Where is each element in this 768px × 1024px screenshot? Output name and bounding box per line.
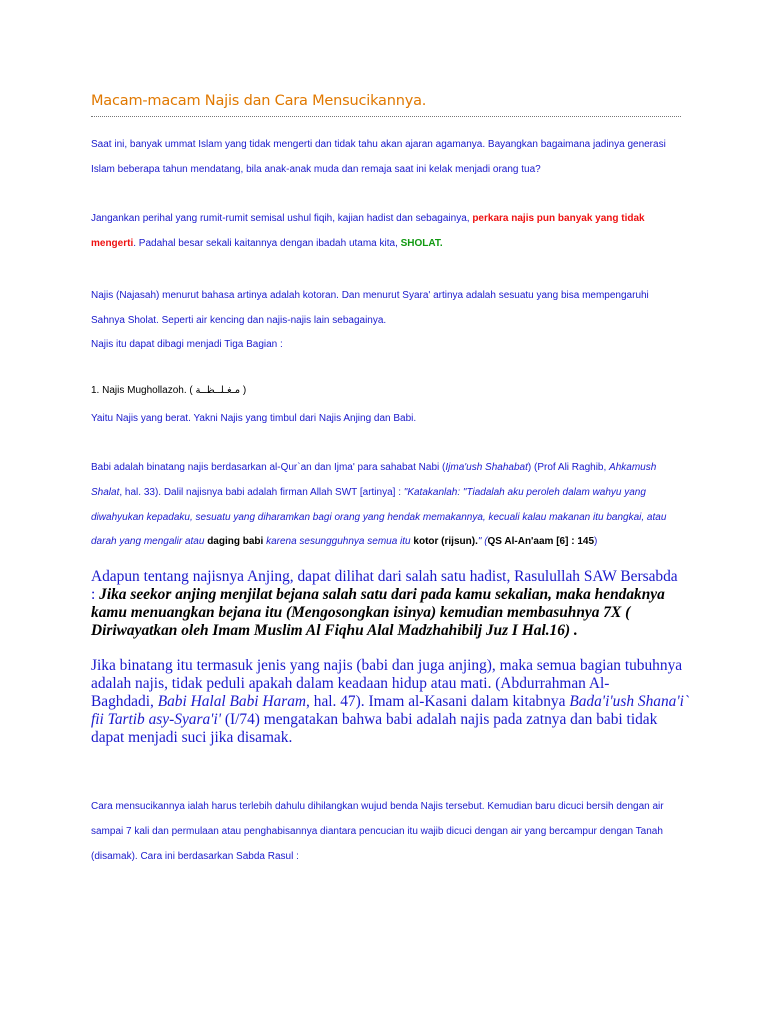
- text-span: . Padahal besar sekali kaitannya dengan ibadah utama kita,: [133, 238, 401, 249]
- text-span: ) (Prof Ali Raghib,: [527, 462, 610, 473]
- paragraph-intro-line-2: Islam beberapa tahun mendatang, bila anak-anak muda dan remaja saat ini kelak menjadi orang tua?: [91, 164, 541, 175]
- paragraph-najis-tubuh-line-1: Jika binatang itu termasuk jenis yang najis (babi dan juga anjing), maka semua bagian tubuhnya: [91, 657, 683, 674]
- text-span: , hal. 47). Imam al-Kasani dalam kitabnya: [306, 693, 570, 710]
- paragraph-anjing-line-3: [91, 604, 630, 622]
- bold-span: kotor (rijsun).: [413, 536, 478, 547]
- paragraph-najis-line-1: Najis (Najasah) menurut bahasa artinya adalah kotoran. Dan menurut Syara' artinya adalah sesuatu yang bisa mempengaruhi: [91, 290, 649, 301]
- italic-span: Bada'i'ush Shana'i`: [569, 693, 690, 710]
- hadith-quote: Diriwayatkan oleh Imam Muslim Al Fiqhu Alal Madzhahibilj Juz I Hal.16) .: [91, 622, 578, 639]
- hadith-quote: kamu menuangkan bejana itu (Mengosongkan isinya) kemudian membasuhnya 7X (: [91, 604, 631, 621]
- italic-span: Babi Halal Babi Haram: [157, 693, 307, 710]
- paragraph-babi-line-1: [91, 462, 656, 473]
- highlight-red: mengerti: [91, 238, 134, 249]
- text-span: ): [594, 536, 598, 547]
- paragraph-anjing-line-4: [91, 622, 578, 640]
- paragraph-cara-line-3: (disamak). Cara ini berdasarkan Sabda Rasul :: [91, 851, 299, 862]
- italic-span: darah yang mengalir atau: [91, 536, 208, 547]
- section-heading-mughollazoh: [91, 385, 246, 396]
- heading-text: 1. Najis Mughollazoh. (: [91, 385, 196, 396]
- paragraph-cara-line-1: Cara mensucikannya ialah harus terlebih dahulu dihilangkan wujud benda Najis tersebut. Kemudian baru dicuci bersih dengan air: [91, 801, 664, 812]
- heading-close: ): [240, 385, 247, 396]
- text-span: Baghdadi,: [91, 693, 158, 710]
- italic-span: " (: [477, 536, 488, 547]
- highlight-green: SHOLAT.: [400, 238, 443, 249]
- paragraph-babi-line-4: [91, 536, 597, 547]
- paragraph-mughollazoh: Yaitu Najis yang berat. Yakni Najis yang timbul dari Najis Anjing dan Babi.: [91, 413, 417, 424]
- paragraph-najis-tubuh-line-2: adalah najis, tidak peduli apakah dalam keadaan hidup atau mati. (Abdurrahman Al-: [91, 675, 610, 692]
- arabic-term: مـغـلــظــة: [195, 385, 241, 396]
- italic-span: Ijma'ush Shahabat: [445, 462, 528, 473]
- paragraph-najis-tubuh-line-5: dapat menjadi suci jika disamak.: [91, 729, 293, 746]
- bold-span: QS Al-An'aam [6] : 145: [487, 536, 595, 547]
- highlight-red: perkara najis pun banyak yang tidak: [472, 213, 645, 224]
- paragraph-najis-line-3: Najis itu dapat dibagi menjadi Tiga Bagian :: [91, 339, 283, 350]
- paragraph-babi-line-2: [91, 487, 646, 498]
- title-divider: [91, 116, 681, 117]
- paragraph-cara-line-2: sampai 7 kali dan permulaan atau penghabisannya diantara pencucian itu wajib dicuci dengan air yang bercampur dengan Tanah: [91, 826, 663, 837]
- paragraph-perihal-line-1: [91, 213, 645, 224]
- paragraph-najis-tubuh-line-3: [91, 693, 689, 711]
- text-span: (I/74) mengatakan bahwa babi adalah najis pada zatnya dan babi tidak: [221, 711, 658, 728]
- document-title: Macam-macam Najis dan Cara Mensucikannya.: [91, 93, 427, 109]
- paragraph-intro-line-1: Saat ini, banyak ummat Islam yang tidak mengerti dan tidak tahu akan ajaran agamanya. Bayangkan bagaimana jadinya generasi: [91, 139, 666, 150]
- italic-span: "Katakanlah: "Tiadalah aku peroleh dalam wahyu yang: [403, 487, 646, 498]
- italic-span: fii Tartib asy-Syara'i': [91, 711, 222, 728]
- text-span: Babi adalah binatang najis berdasarkan al-Qur`an dan Ijma' para sahabat Nabi (: [91, 462, 446, 473]
- paragraph-najis-tubuh-line-4: [91, 711, 657, 729]
- paragraph-babi-line-3: diwahyukan kepadaku, sesuatu yang diharamkan bagi orang yang hendak memakannya, kecuali kalau makanan itu bangkai, atau: [91, 512, 667, 523]
- bold-span: daging babi: [207, 536, 264, 547]
- italic-span: Ahkamush: [609, 462, 657, 473]
- text-span: Jangankan perihal yang rumit-rumit semisal ushul fiqih, kajian hadist dan sebagainya,: [91, 213, 473, 224]
- paragraph-anjing-line-1: Adapun tentang najisnya Anjing, dapat dilihat dari salah satu hadist, Rasulullah SAW Bersabda: [91, 568, 678, 585]
- hadith-quote: Jika seekor anjing menjilat bejana salah satu dari pada kamu sekalian, maka hendaknya: [99, 586, 665, 603]
- paragraph-anjing-line-2: [91, 586, 665, 604]
- text-span: :: [91, 586, 100, 603]
- italic-span: karena sesungguhnya semua itu: [263, 536, 414, 547]
- paragraph-najis-line-2: Sahnya Sholat. Seperti air kencing dan najis-najis lain sebagainya.: [91, 315, 387, 326]
- paragraph-perihal-line-2: [91, 238, 443, 249]
- text-span: , hal. 33). Dalil najisnya babi adalah firman Allah SWT [artinya] :: [119, 487, 404, 498]
- italic-span: Shalat: [91, 487, 120, 498]
